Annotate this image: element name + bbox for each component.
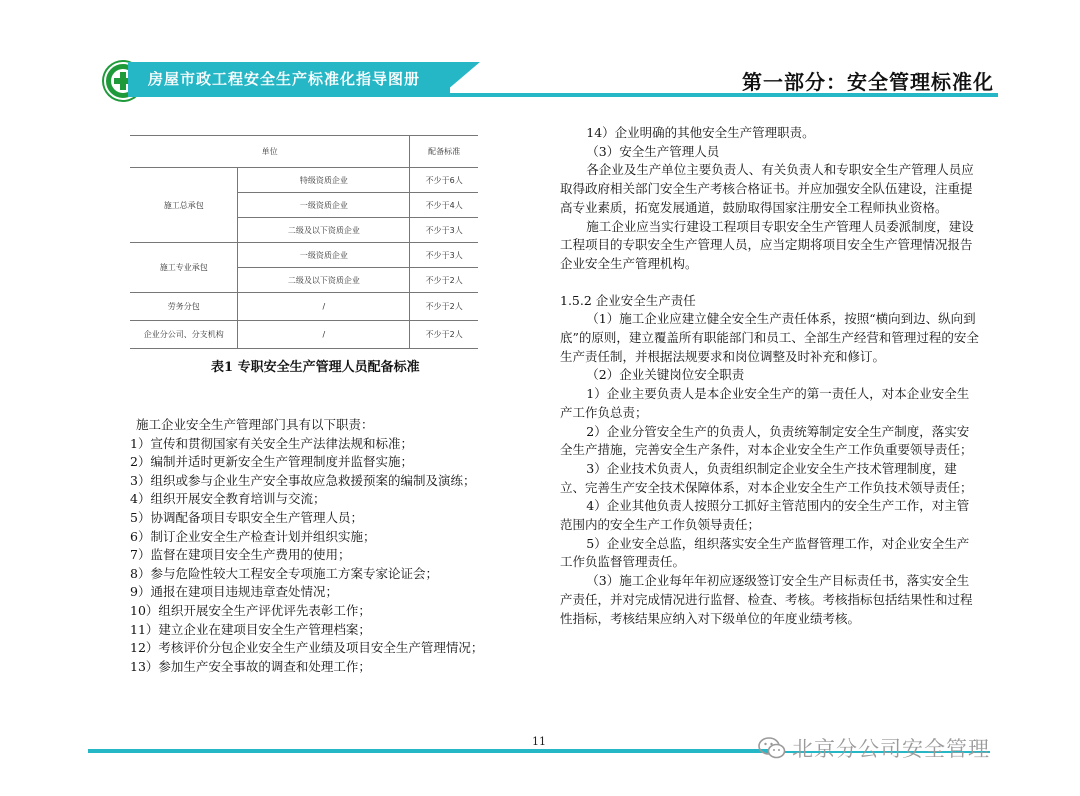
table-row — [130, 243, 478, 268]
table-standard-cell: 不少于2人 — [410, 293, 478, 321]
list-item: 9）通报在建项目违规违章查处情况； — [130, 584, 338, 600]
list-item: 7）监督在建项目安全生产费用的使用； — [130, 547, 351, 563]
section-title: 第一部分：安全管理标准化 — [742, 70, 994, 94]
table-header-row — [130, 136, 478, 168]
header-band-tip — [440, 62, 480, 96]
table-header-unit: 单位 — [130, 136, 410, 168]
table-header-standard: 配备标准 — [410, 136, 478, 168]
list-item: 4）组织开展安全教育培训与交流； — [130, 491, 326, 507]
table-standard-cell: 不少于3人 — [410, 243, 478, 268]
table-type-cell: 二级及以下资质企业 — [238, 268, 410, 293]
responsibility-text — [560, 124, 980, 628]
footer-divider — [88, 749, 776, 753]
subheading: （2）企业关键岗位安全职责 — [586, 367, 745, 383]
paragraph: 各企业及生产单位主要负责人、有关负责人和专职安全生产管理人员应取得政府相关部门安全生产考核合格证书。并应加强安全队伍建设，注重提高专业素质，拓宽发展通道，鼓励取得国家注册安全工程师执业资格。 — [560, 162, 974, 215]
paragraph: 3）企业技术负责人，负责组织制定企业安全生产技术管理制度，建立、完善生产安全技术保障体系，对本企业安全生产工作负技术领导责任； — [560, 460, 973, 495]
watermark — [758, 733, 990, 763]
paragraph: （1）施工企业应建立健全安全生产责任体系，按照“横向到边、纵向到底”的原则，建立覆盖所有职能部门和员工、全部生产经营和管理过程的安全生产责任制，并根据法规要求和岗位调整及时补充和修订。 — [560, 311, 979, 364]
section-heading: 1.5.2 企业安全生产责任 — [560, 292, 696, 308]
list-item: 3）组织或参与企业生产安全事故应急救援预案的编制及演练； — [130, 472, 476, 488]
paragraph: 4）企业其他负责人按照分工抓好主管范围内的安全生产工作，对主管范围内的安全生产工作负领导责任； — [560, 498, 970, 533]
table-row — [130, 168, 478, 193]
table-caption: 表1 专职安全生产管理人员配备标准 — [211, 360, 420, 375]
table-group-cell: 企业分公司、分支机构 — [130, 321, 238, 349]
table-type-cell: / — [238, 293, 410, 321]
list-item: 12）考核评价分包企业安全生产业绩及项目安全生产管理情况； — [130, 640, 484, 656]
table-type-cell: 二级及以下资质企业 — [238, 218, 410, 243]
staffing-table — [130, 135, 478, 349]
table-standard-cell: 不少于3人 — [410, 218, 478, 243]
department-duties — [130, 416, 530, 676]
table-row — [130, 293, 478, 321]
page-number: 11 — [532, 735, 546, 748]
paragraph: 2）企业分管安全生产的负责人，负责统筹制定安全生产制度，落实安全生产措施，完善安全生产条件，对本企业安全生产工作负重要领导责任； — [560, 423, 973, 458]
paragraph: （3）施工企业每年年初应逐级签订安全生产目标责任书，落实安全生产责任，并对完成情况进行监督、检查、考核。考核指标包括结果性和过程性指标，考核结果应纳入对下级单位的年度业绩考核。 — [560, 573, 973, 626]
paragraph: 1）企业主要负责人是本企业安全生产的第一责任人，对本企业安全生产工作负总责； — [560, 386, 970, 420]
list-item: 10）组织开展安全生产评优评先表彰工作； — [130, 602, 371, 618]
table-standard-cell: 不少于2人 — [410, 268, 478, 293]
table-group-cell: 劳务分包 — [130, 293, 238, 321]
list-item: 14）企业明确的其他安全生产管理职责。 — [586, 125, 815, 140]
table-type-cell: 特级资质企业 — [238, 168, 410, 193]
list-item: 1）宣传和贯彻国家有关安全生产法律法规和标准； — [130, 435, 413, 451]
list-item: 2）编制并适时更新安全生产管理制度并监督实施； — [130, 454, 413, 470]
paragraph: 施工企业应当实行建设工程项目专职安全生产管理人员委派制度，建设工程项目的专职安全生产管理人员，应当定期将项目安全生产管理情况报告企业安全生产管理机构。 — [560, 218, 974, 271]
duties-lead: 施工企业安全生产管理部门具有以下职责： — [136, 417, 374, 432]
list-item: 8）参与危险性较大工程安全专项施工方案专家论证会； — [130, 565, 438, 581]
subheading: （3）安全生产管理人员 — [586, 143, 720, 159]
table-group-cell: 施工专业承包 — [130, 243, 238, 293]
document-title: 房屋市政工程安全生产标准化指导图册 — [148, 70, 421, 88]
table-group-cell: 施工总承包 — [130, 168, 238, 243]
table-type-cell: 一级资质企业 — [238, 243, 410, 268]
watermark-text: 北京分公司安全管理 — [792, 737, 990, 761]
paragraph: 5）企业安全总监，组织落实安全生产监督管理工作，对企业安全生产工作负监督管理责任。 — [560, 535, 970, 570]
list-item: 6）制订企业安全生产检查计划并组织实施； — [130, 528, 376, 544]
wechat-icon — [758, 737, 786, 759]
table-type-cell: 一级资质企业 — [238, 193, 410, 218]
table-standard-cell: 不少于6人 — [410, 168, 478, 193]
table-type-cell: / — [238, 321, 410, 349]
list-item: 5）协调配备项目专职安全生产管理人员； — [130, 509, 363, 525]
list-item: 11）建立企业在建项目安全生产管理档案； — [130, 621, 371, 637]
list-item: 13）参加生产安全事故的调查和处理工作； — [130, 658, 371, 674]
table-standard-cell: 不少于2人 — [410, 321, 478, 349]
table-standard-cell: 不少于4人 — [410, 193, 478, 218]
table-row — [130, 321, 478, 349]
